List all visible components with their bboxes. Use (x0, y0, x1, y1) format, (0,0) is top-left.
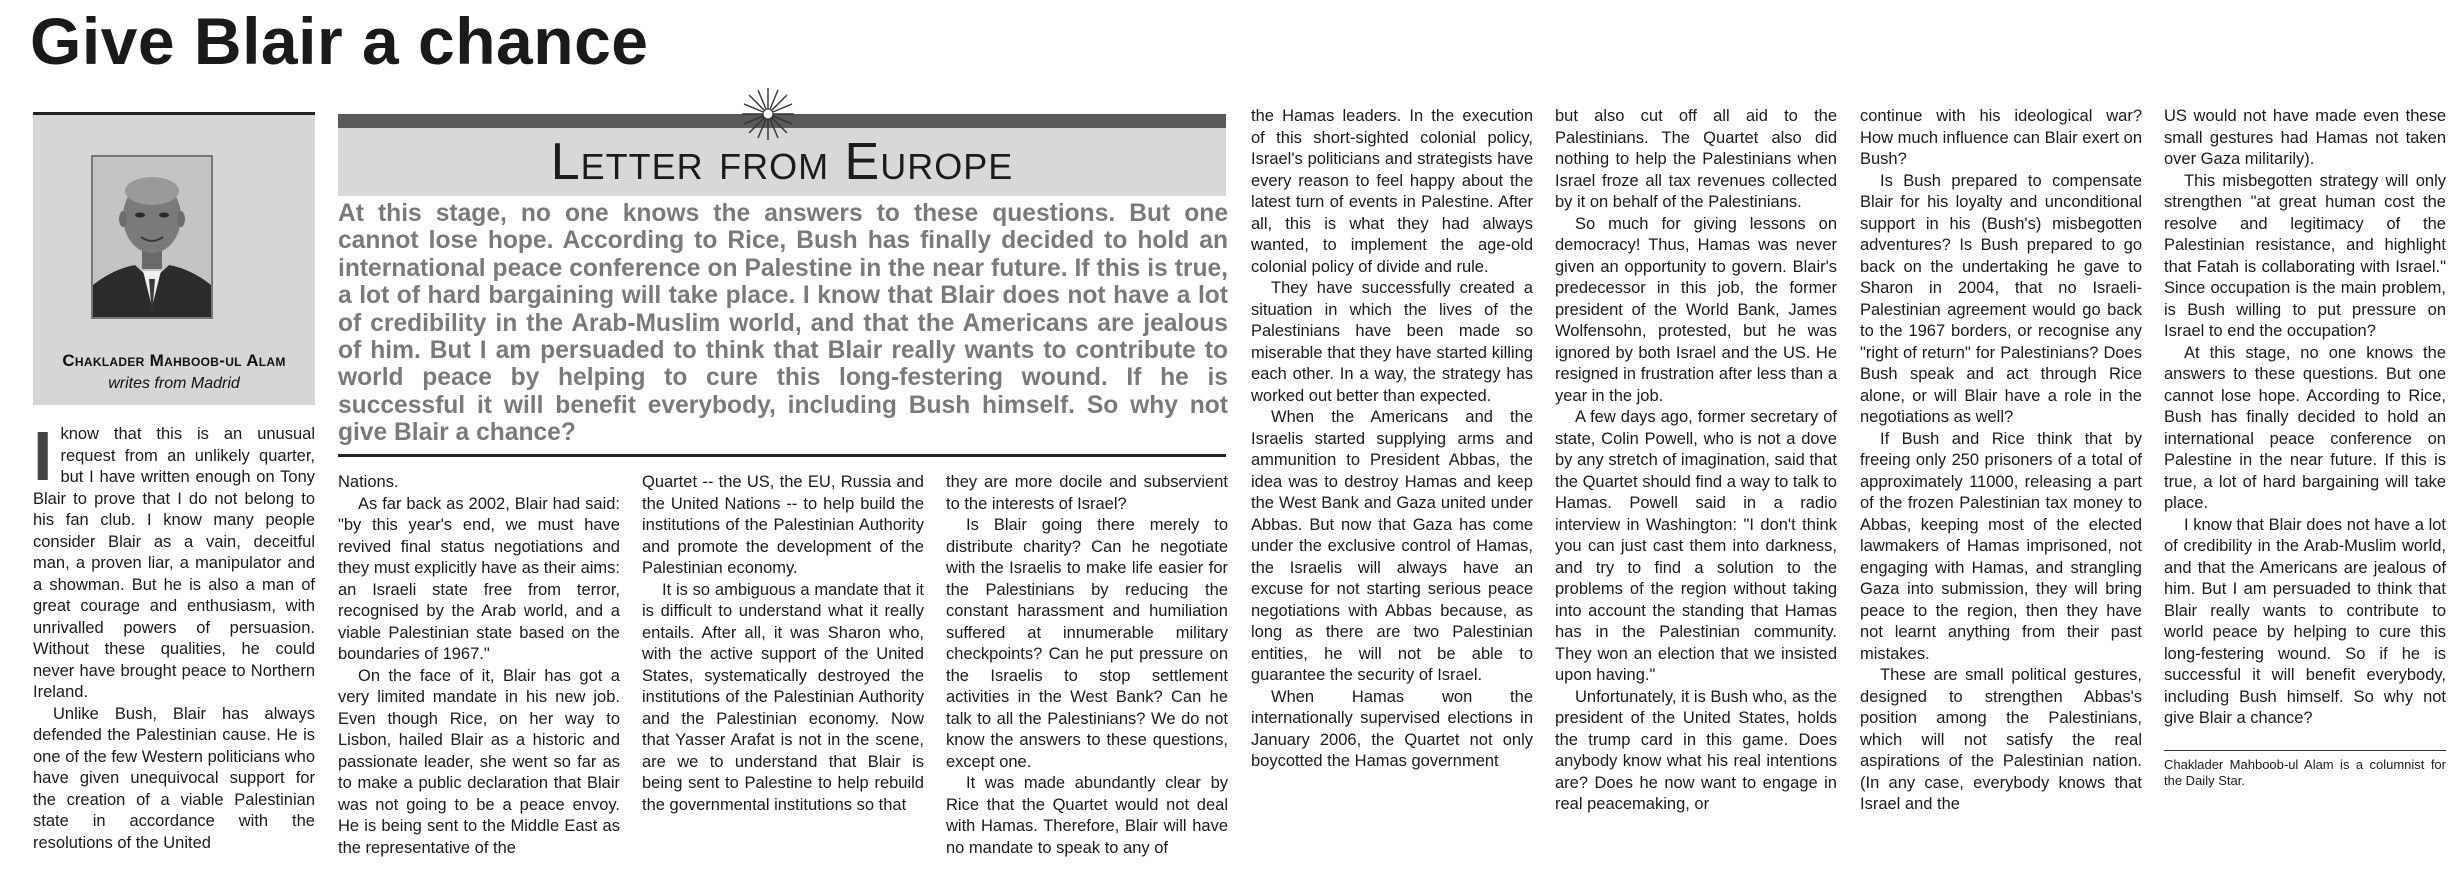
headline: Give Blair a chance (30, 4, 649, 78)
column-4 (946, 472, 1228, 892)
paragraph: So much for giving lessons on democracy! Thus, Hamas was never given an opportunity to govern. Blair's predecessor in this job, the former president of the World Bank, James Wolfensohn, protested, but he was ignored by both Israel and the US. He resigned in frustration after less than a year in the job. (1555, 214, 1837, 405)
paragraph: continue with his ideological war? How much influence can Blair exert on Bush? (1860, 107, 2142, 168)
pull-quote: At this stage, no one knows the answers to these questions. But one cannot lose hope. According to Rice, Bush has finally decided to hold an international peace conference on Palestine in the near future. If this is true, a lot of hard bargaining will take place. I know that Blair does not have a lot of credibility in the Arab-Muslim world, and that the Americans are jealous of him. But I am persuaded to think that Blair really wants to contribute to world peace by helping to cure this long-festering wound. If he is successful it will benefit everybody, including Bush himself. So why not give Blair a chance? (338, 200, 1228, 447)
paragraph: Iknow that this is an unusual request from an unlikely quarter, but I have written enough on Tony Blair to prove that I do not belong to his fan club. I know many people consider Blair as a vain, deceitful man, a proven liar, a manipulator and a showman. But he is also a man of great courage and enthusiasm, with unrivalled powers of persuasion. Without these qualities, he could never have brought peace to Northern Ireland. (33, 424, 315, 701)
paragraph: Quartet -- the US, the EU, Russia and the United Nations -- to help build the institutions of the Palestinian Authority and promote the development of the Palestinian economy. (642, 473, 924, 577)
column-6 (1555, 106, 1837, 892)
paragraph: I know that Blair does not have a lot of credibility in the Arab-Muslim world, and that the Americans are jealous of him. But I am persuaded to think that Blair really wants to contribute to world peace by helping to cure this long-festering wound. So if he is successful it will benefit everybody, including Bush himself. So why not give Blair a chance? (2164, 515, 2446, 727)
author-location: writes from Madrid (108, 375, 240, 392)
paragraph: Unlike Bush, Blair has always defended the Palestinian cause. He is one of the few Western politicians who have given unequivocal support for the creation of a viable Palestinian state in accordance with the resolutions of the United (33, 704, 315, 852)
paragraph: Is Bush prepared to compensate Blair for his loyalty and unconditional support in his (Bush's) misbegotten adventures? Is Bush prepared to go back on the undertaking he gave to Sharon in 2004, that no Israeli-Palestinian agreement would go back to the 1967 borders, or recognise any "right of return" for Palestinians? Does Bush speak and act through Rice alone, or will Blair have a role in the negotiations as well? (1860, 171, 2142, 426)
paragraph: Is Blair going there merely to distribute charity? Can he negotiate with the Israelis to make life easier for the Palestinians by reducing the constant harassment and humiliation suffered at innumerable military checkpoints? Can he put pressure on the Israelis to stop settlement activities in the West Bank? Can he talk to all the Palestinians? We do not know the answers to these questions, except one. (946, 516, 1228, 771)
column-2 (338, 472, 620, 892)
banner-title: Letter from Europe (550, 133, 1014, 191)
column-5 (1251, 106, 1533, 892)
paragraph: they are more docile and subservient to the interests of Israel? (946, 473, 1228, 513)
paragraph: They have successfully created a situation in which the lives of the Palestinians have been made so miserable that they have started killing each other. In a way, the strategy has worked out better than expected. (1251, 279, 1533, 405)
paragraph: As far back as 2002, Blair had said: "by this year's end, we must have revived final status negotiations and they must explicitly have as their aims: an Israeli state free from terror, recognised by the Arab world, and a viable Palestinian state based on the boundaries of 1967." (338, 494, 620, 663)
column-8 (2164, 106, 2446, 892)
author-photo (91, 155, 213, 319)
paragraph: If Bush and Rice think that by freeing only 250 prisoners of a total of approximately 11000, releasing a part of the frozen Palestinian tax money to Abbas, keeping most of the elected lawmakers of Hamas imprisoned, not engaging with Hamas, and strangling Gaza into submission, they will bring peace to the region, then they have not learnt anything from their past mistakes. (1860, 429, 2142, 663)
paragraph: US would not have made even these small gestures had Hamas not taken over Gaza militarily). (2164, 107, 2446, 168)
column-7 (1860, 106, 2142, 892)
author-portrait-image (93, 157, 211, 317)
paragraph: When Hamas won the internationally supervised elections in January 2006, the Quartet not only boycotted the Hamas government (1251, 687, 1533, 770)
paragraph: It was made abundantly clear by Rice that the Quartet would not deal with Hamas. Therefore, Blair will have no mandate to speak to any of (946, 774, 1228, 857)
paragraph: On the face of it, Blair has got a very limited mandate in his new job. Even though Rice, on her way to Lisbon, hailed Blair as a historic and passionate leader, she went so far as to make a public declaration that Blair was not going to be a peace envoy. He is being sent to the Middle East as the representative of the (338, 666, 620, 857)
paragraph: This misbegotten strategy will only strengthen "at great human cost the resolve and legitimacy of the Palestinian resistance, and highlight that Fatah is collaborating with Israel." Since occupation is the main problem, is Bush willing to put pressure on Israel to end the occupation? (2164, 171, 2446, 340)
paragraph: These are small political gestures, designed to strengthen Abbas's position among the Palestinians, which will not satisfy the real aspirations of the Palestinian nation. (In any case, everybody knows that Israel and the (1860, 666, 2142, 813)
drop-cap: I (33, 424, 53, 495)
author-name: Chaklader Mahboob-ul Alam (62, 351, 286, 370)
column-3 (642, 472, 924, 892)
pull-quote-rule (338, 454, 1226, 457)
paragraph: A few days ago, former secretary of state, Colin Powell, who is not a dove by any stretch of imagination, said that the Quartet should find a way to talk to Hamas. Powell said in a radio interview in Washington: "I don't think you can just cast them into darkness, and try to find a solution to the problems of the region without taking into account the standing that Hamas has in the Palestinian community. They won an election that we insisted upon having." (1555, 408, 1837, 684)
author-box (33, 112, 315, 405)
paragraph: When the Americans and the Israelis started supplying arms and ammunition to President Abbas, the idea was to destroy Hamas and keep the West Bank and Gaza united under Abbas. But now that Gaza has come under the exclusive control of Hamas, the Israelis will always have an excuse for not starting serious peace negotiations with Abbas because, as long as there are two Palestinian entities, he will not be able to guarantee the security of Israel. (1251, 408, 1533, 684)
paragraph: At this stage, no one knows the answers to these questions. But one cannot lose hope. According to Rice, Bush has finally decided to hold an international peace conference on Palestine in the near future. If this is true, a lot of hard bargaining will take place. (2164, 343, 2446, 512)
signature-rule (2164, 750, 2446, 751)
paragraph: Nations. (338, 473, 399, 491)
starburst-icon (740, 86, 796, 142)
author-signature: Chaklader Mahboob-ul Alam is a columnist for the Daily Star. (2164, 756, 2446, 788)
paragraph: the Hamas leaders. In the execution of this short-sighted colonial policy, Israel's politicians and strategists have every reason to feel happy about the latest turn of events in Palestine. After all, this is what they had always wanted, to implement the age-old colonial policy of divide and rule. (1251, 107, 1533, 276)
paragraph: It is so ambiguous a mandate that it is difficult to understand what it really entails. After all, it was Sharon who, with the active support of the United States, systematically destroyed the institutions of the Palestinian Authority and the Palestinian economy. Now that Yasser Arafat is not in the scene, are we to understand that Blair is being sent to Palestine to help rebuild the governmental institutions so that (642, 580, 924, 814)
paragraph: but also cut off all aid to the Palestinians. The Quartet also did nothing to help the Palestinians when Israel froze all tax revenues collected by it on behalf of the Palestinians. (1555, 107, 1837, 211)
column-1 (33, 424, 315, 892)
paragraph: Unfortunately, it is Bush who, as the president of the United States, holds the trump card in this game. Does anybody know what his real intentions are? Does he now want to engage in real peacemaking, or (1555, 687, 1837, 813)
